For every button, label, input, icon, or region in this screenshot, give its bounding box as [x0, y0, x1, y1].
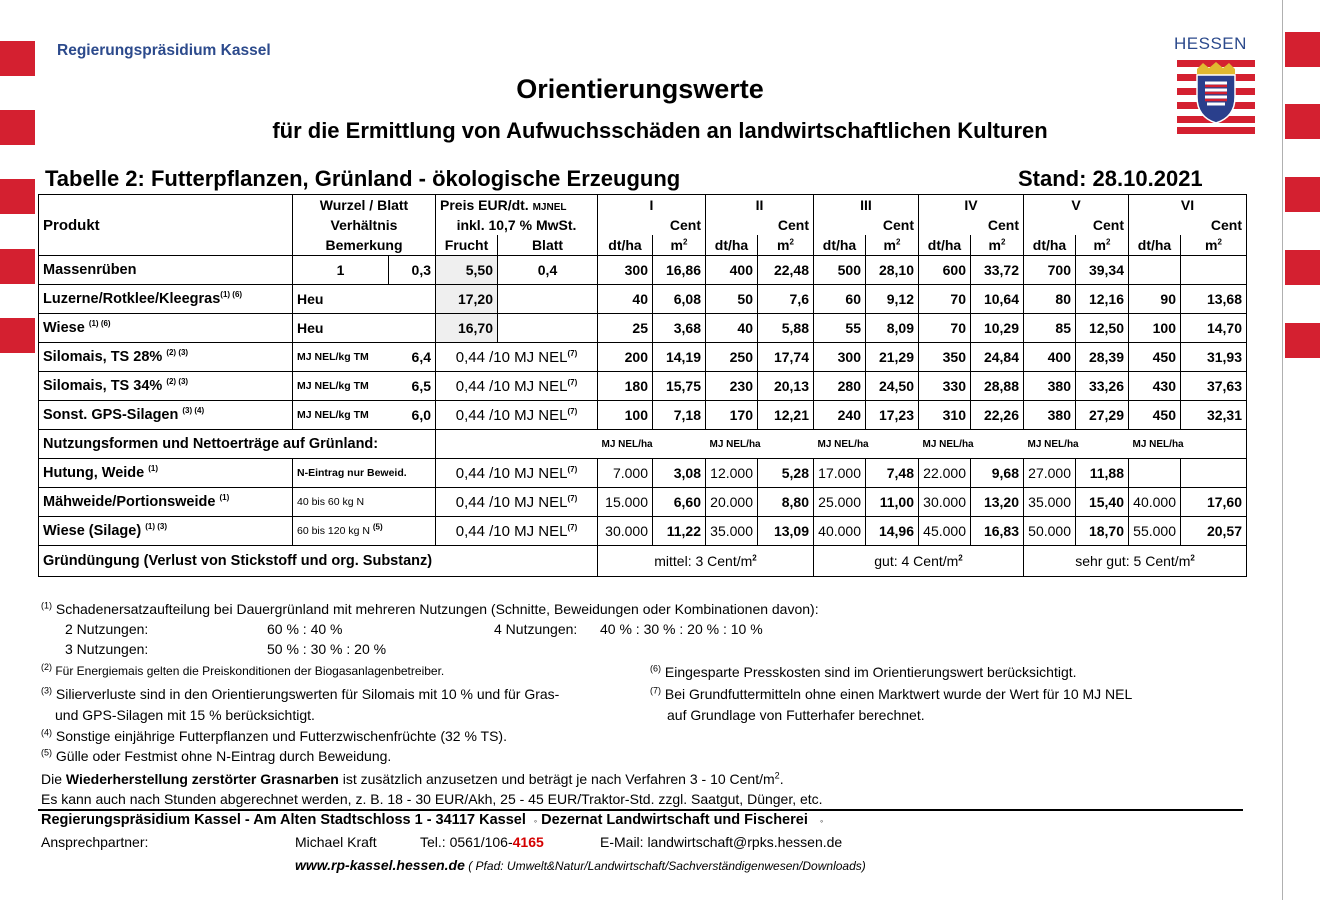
table-title: Tabelle 2: Futterpflanzen, Grünland - ökologische Erzeugung [45, 166, 681, 191]
header-m2: $m^2$ [1076, 235, 1129, 256]
value-cent: 12,21 [758, 401, 814, 430]
header-class-5: V [1024, 195, 1129, 216]
table-row [39, 488, 1247, 517]
header-cent: Cent [758, 215, 814, 235]
product-name: Hutung, Weide $^{(1)}$ [39, 459, 293, 488]
org-name: Regierungspräsidium Kassel [57, 42, 271, 59]
nutzungen-3-label: 3 Nutzungen: [65, 641, 149, 657]
value-yield: 100 [1129, 314, 1181, 343]
value-yield [1129, 256, 1181, 285]
value-cent: 7,18 [653, 401, 706, 430]
value-cent: 13,68 [1181, 285, 1247, 314]
unit-label: MJ NEL/ha [706, 430, 814, 459]
value-yield: 70 [919, 314, 971, 343]
decor-square [0, 179, 35, 214]
value-yield: 22.000 [919, 459, 971, 488]
header-class-2: II [706, 195, 814, 216]
contact-email[interactable]: E-Mail: landwirtschaft@rpks.hessen.de [600, 834, 843, 850]
remark: N-Eintrag nur Beweid. [293, 459, 436, 488]
remark: 60 bis 120 kg N $^{(5)}$ [293, 517, 436, 546]
value-cent: 9,12 [866, 285, 919, 314]
header-class-1: I [598, 195, 706, 216]
value-yield: 300 [814, 343, 866, 372]
value-yield: 330 [919, 372, 971, 401]
value-cent: 21,29 [866, 343, 919, 372]
header-class-3: III [814, 195, 919, 216]
value-cent: 24,84 [971, 343, 1024, 372]
product-name: Mähweide/Portionsweide $^{(1)}$ [39, 488, 293, 517]
table-row [39, 459, 1247, 488]
contact-address: Regierungspräsidium Kassel - Am Alten Stadtschloss 1 - 34117 Kassel ◦ Dezernat Landwirtschaft und Fischerei ◦ [41, 812, 824, 828]
value-cent: 14,70 [1181, 314, 1247, 343]
product-name: Silomais, TS 34% $^{(2) (3)}$ [39, 372, 293, 401]
price-frucht: 5,50 [436, 256, 498, 285]
value-cent: 17,60 [1181, 488, 1247, 517]
unit-label: MJ NEL/ha [814, 430, 919, 459]
value-yield: 55 [814, 314, 866, 343]
value-yield: 30.000 [919, 488, 971, 517]
contact-web: www.rp-kassel.hessen.de ( Pfad: Umwelt&Natur/Landwirtschaft/Sachverständigenwesen/Downloads) [295, 857, 866, 873]
contact-label: Ansprechpartner: [41, 834, 149, 850]
header-cent: Cent [1076, 215, 1129, 235]
orientation-values-table [38, 194, 1247, 577]
value-yield: 35.000 [706, 517, 758, 546]
value-cent: 22,26 [971, 401, 1024, 430]
value-yield: 430 [1129, 372, 1181, 401]
header-class-4: IV [919, 195, 1024, 216]
value-cent: 37,63 [1181, 372, 1247, 401]
section-row [39, 430, 1247, 459]
value-yield: 350 [919, 343, 971, 372]
header-m2: $m^2$ [653, 235, 706, 256]
value-yield: 450 [1129, 401, 1181, 430]
price-mjnel: 0,44 /10 MJ NEL$^{(7)}$ [436, 401, 598, 430]
product-name: Wiese (Silage) $^{(1) (3)}$ [39, 517, 293, 546]
value-yield: 17.000 [814, 459, 866, 488]
value-cent: 17,23 [866, 401, 919, 430]
product-name: Massenrüben [39, 256, 293, 285]
value-yield: 200 [598, 343, 653, 372]
header-mwst: inkl. 10,7 % MwSt. [436, 215, 598, 235]
price-blatt [498, 285, 598, 314]
header-dtha: dt/ha [1024, 235, 1076, 256]
value-yield: 100 [598, 401, 653, 430]
nutzung-header: Nutzungsformen und Nettoerträge auf Grünland: [39, 430, 436, 459]
decor-square [1285, 177, 1320, 212]
header-class-6: VI [1129, 195, 1247, 216]
remark: Heu [293, 285, 436, 314]
value-cent: 15,75 [653, 372, 706, 401]
value-cent: 28,39 [1076, 343, 1129, 372]
header-dtha: dt/ha [1129, 235, 1181, 256]
header-cent: Cent [1181, 215, 1247, 235]
value-yield: 180 [598, 372, 653, 401]
table-row [39, 285, 1247, 314]
product-name: Sonst. GPS-Silagen $^{(3) (4)}$ [39, 401, 293, 430]
value-cent: 10,64 [971, 285, 1024, 314]
value-cent: 7,6 [758, 285, 814, 314]
value-yield: 240 [814, 401, 866, 430]
value-yield: 80 [1024, 285, 1076, 314]
price-blatt [498, 314, 598, 343]
value-yield: 30.000 [598, 517, 653, 546]
value-cent: 28,10 [866, 256, 919, 285]
value-cent: 24,50 [866, 372, 919, 401]
value-yield: 25 [598, 314, 653, 343]
value-yield [1129, 459, 1181, 488]
value-cent: 6,08 [653, 285, 706, 314]
decor-square [1285, 250, 1320, 285]
value-cent: 6,60 [653, 488, 706, 517]
value-yield: 12.000 [706, 459, 758, 488]
header-produkt: Produkt [39, 195, 293, 256]
remark-value: 6,5 [389, 372, 436, 401]
value-yield: 500 [814, 256, 866, 285]
value-yield: 40 [598, 285, 653, 314]
price-mjnel: 0,44 /10 MJ NEL$^{(7)}$ [436, 343, 598, 372]
price-mjnel: 0,44 /10 MJ NEL$^{(7)}$ [436, 372, 598, 401]
footnote-1: $^{(1)}$ Schadenersatzaufteilung bei Dauergrünland mit mehreren Nutzungen (Schnitte, Beweidungen oder Kombinationen davon): [41, 600, 819, 617]
value-cent: 15,40 [1076, 488, 1129, 517]
value-yield: 40.000 [814, 517, 866, 546]
value-cent: 8,80 [758, 488, 814, 517]
page-subtitle: für die Ermittlung von Aufwuchsschäden an landwirtschaftlichen Kulturen [272, 118, 1048, 143]
value-cent: 9,68 [971, 459, 1024, 488]
value-cent: 33,26 [1076, 372, 1129, 401]
value-cent: 14,96 [866, 517, 919, 546]
header-blatt: Blatt [498, 235, 598, 256]
divider [38, 809, 1243, 811]
value-yield: 230 [706, 372, 758, 401]
value-yield: 400 [706, 256, 758, 285]
value-cent: 31,93 [1181, 343, 1247, 372]
value-cent: 12,50 [1076, 314, 1129, 343]
header-cent: Cent [971, 215, 1024, 235]
value-yield: 40 [706, 314, 758, 343]
footnote-3-cont: und GPS-Silagen mit 15 % berücksichtigt. [55, 707, 315, 723]
unit-label: MJ NEL/ha [1129, 430, 1247, 459]
footnote-7-cont: auf Grundlage von Futterhafer berechnet. [667, 707, 925, 723]
value-yield: 50.000 [1024, 517, 1076, 546]
product-name: Wiese $^{(1) (6)}$ [39, 314, 293, 343]
value-cent: 11,00 [866, 488, 919, 517]
nutzungen-4-label: 4 Nutzungen: [494, 621, 578, 637]
value-yield: 380 [1024, 401, 1076, 430]
header-cent: Cent [653, 215, 706, 235]
header-preis [436, 195, 598, 216]
price-frucht: 17,20 [436, 285, 498, 314]
value-yield: 85 [1024, 314, 1076, 343]
value-cent [1181, 459, 1247, 488]
value-cent: 16,83 [971, 517, 1024, 546]
header-row [39, 195, 1247, 216]
footnote-7: $^{(7)}$ Bei Grundfuttermitteln ohne einen Marktwert wurde der Wert für 10 MJ NEL [650, 685, 1133, 702]
remark-value: 6,0 [389, 401, 436, 430]
value-cent: 11,22 [653, 517, 706, 546]
header-dtha: dt/ha [598, 235, 653, 256]
ratio-blatt: 0,3 [389, 256, 436, 285]
price-mjnel: 0,44 /10 MJ NEL$^{(7)}$ [436, 517, 598, 546]
value-yield: 400 [1024, 343, 1076, 372]
decor-square [1285, 323, 1320, 358]
decor-square [1285, 32, 1320, 67]
remark: 40 bis 60 kg N [293, 488, 436, 517]
remark-value: 6,4 [389, 343, 436, 372]
value-cent: 10,29 [971, 314, 1024, 343]
value-cent: 33,72 [971, 256, 1024, 285]
header-m2: $m^2$ [866, 235, 919, 256]
value-yield: 70 [919, 285, 971, 314]
value-yield: 170 [706, 401, 758, 430]
footnote-2: $^{(2)}$ Für Energiemais gelten die Preiskonditionen der Biogasanlagenbetreiber. [41, 662, 445, 678]
unit-label: MJ NEL/ha [598, 430, 706, 459]
value-yield: 25.000 [814, 488, 866, 517]
footnote-3: $^{(3)}$ Silierverluste sind in den Orientierungswerten für Silomais mit 10 % und für Gras- [41, 685, 560, 702]
remark: MJ NEL/kg TM [293, 401, 389, 430]
table-row [39, 401, 1247, 430]
value-cent: 28,88 [971, 372, 1024, 401]
stand-date: Stand: 28.10.2021 [1018, 166, 1203, 191]
value-cent: 39,34 [1076, 256, 1129, 285]
value-yield: 7.000 [598, 459, 653, 488]
nutzungen-2-value: 60 % : 40 % [267, 621, 343, 637]
unit-label: MJ NEL/ha [919, 430, 1024, 459]
header-wurzel: Wurzel / Blatt [293, 195, 436, 216]
value-yield: 700 [1024, 256, 1076, 285]
unit-label: MJ NEL/ha [1024, 430, 1129, 459]
value-yield: 50 [706, 285, 758, 314]
value-cent: 5,88 [758, 314, 814, 343]
header-verhaeltnis: Verhältnis [293, 215, 436, 235]
price-frucht: 16,70 [436, 314, 498, 343]
header-m2: $m^2$ [1181, 235, 1247, 256]
gruenduengung-mittel: mittel: 3 Cent/$m^2$ [598, 546, 814, 577]
footnote-4: $^{(4)}$ Sonstige einjährige Futterpflanzen und Futterzwischenfrüchte (32 % TS). [41, 727, 507, 744]
table-row [39, 256, 1247, 285]
price-mjnel: 0,44 /10 MJ NEL$^{(7)}$ [436, 459, 598, 488]
hessen-logo-text: HESSEN [1174, 34, 1247, 53]
value-cent [1181, 256, 1247, 285]
gruenduengung-row [39, 546, 1247, 577]
value-cent: 13,20 [971, 488, 1024, 517]
price-blatt: 0,4 [498, 256, 598, 285]
value-cent: 20,13 [758, 372, 814, 401]
header-m2: $m^2$ [971, 235, 1024, 256]
header-m2: $m^2$ [758, 235, 814, 256]
value-yield: 15.000 [598, 488, 653, 517]
nutzungen-4-value: 40 % : 30 % : 20 % : 10 % [600, 621, 763, 637]
value-yield: 90 [1129, 285, 1181, 314]
value-cent: 3,08 [653, 459, 706, 488]
remark: Heu [293, 314, 436, 343]
page-title: Orientierungswerte [516, 74, 764, 104]
value-cent: 17,74 [758, 343, 814, 372]
decor-square [0, 249, 35, 284]
value-cent: 18,70 [1076, 517, 1129, 546]
stunden-note: Es kann auch nach Stunden abgerechnet werden, z. B. 18 - 30 EUR/Akh, 25 - 45 EUR/Traktor-Std. zzgl. Saatgut, Dünger, etc. [41, 791, 823, 807]
value-yield: 280 [814, 372, 866, 401]
value-yield: 35.000 [1024, 488, 1076, 517]
header-dtha: dt/ha [919, 235, 971, 256]
value-yield: 300 [598, 256, 653, 285]
product-name: Silomais, TS 28% $^{(2) (3)}$ [39, 343, 293, 372]
price-mjnel: 0,44 /10 MJ NEL$^{(7)}$ [436, 488, 598, 517]
nutzungen-3-value: 50 % : 30 % : 20 % [267, 641, 387, 657]
value-yield: 27.000 [1024, 459, 1076, 488]
contact-name: Michael Kraft [295, 834, 377, 850]
gruenduengung-sehr-gut: sehr gut: 5 Cent/$m^2$ [1024, 546, 1247, 577]
value-yield: 40.000 [1129, 488, 1181, 517]
wiederherstellung-note: Die Wiederherstellung zerstörter Grasnarben ist zusätzlich anzusetzen und beträgt je nach Verfahren 3 - 10 Cent/$m^2$. [41, 770, 784, 787]
value-yield: 380 [1024, 372, 1076, 401]
remark: MJ NEL/kg TM [293, 372, 389, 401]
header-preis-unit: MJNEL [532, 202, 567, 213]
value-cent: 8,09 [866, 314, 919, 343]
value-cent: 20,57 [1181, 517, 1247, 546]
value-yield: 310 [919, 401, 971, 430]
value-cent: 22,48 [758, 256, 814, 285]
value-cent: 14,19 [653, 343, 706, 372]
value-cent: 16,86 [653, 256, 706, 285]
value-cent: 3,68 [653, 314, 706, 343]
product-name: Luzerne/Rotklee/Kleegras$^{(1) (6)}$ [39, 285, 293, 314]
decor-square [0, 318, 35, 353]
value-yield: 45.000 [919, 517, 971, 546]
table-row [39, 343, 1247, 372]
website-link[interactable]: www.rp-kassel.hessen.de [295, 857, 465, 873]
nutzungen-2-label: 2 Nutzungen: [65, 621, 149, 637]
table-row [39, 314, 1247, 343]
header-frucht: Frucht [436, 235, 498, 256]
footnote-5: $^{(5)}$ Gülle oder Festmist ohne N-Eintrag durch Beweidung. [41, 747, 392, 764]
remark: MJ NEL/kg TM [293, 343, 389, 372]
table-row [39, 372, 1247, 401]
footnote-6: $^{(6)}$ Eingesparte Presskosten sind im Orientierungswert berücksichtigt. [650, 663, 1077, 680]
value-yield: 450 [1129, 343, 1181, 372]
gruenduengung-label: Gründüngung (Verlust von Stickstoff und org. Substanz) [39, 546, 598, 577]
value-cent: 32,31 [1181, 401, 1247, 430]
header-dtha: dt/ha [814, 235, 866, 256]
value-cent: 12,16 [1076, 285, 1129, 314]
value-cent: 7,48 [866, 459, 919, 488]
header-preis-label: Preis EUR/dt. [440, 197, 529, 213]
value-cent: 5,28 [758, 459, 814, 488]
value-yield: 60 [814, 285, 866, 314]
value-cent: 13,09 [758, 517, 814, 546]
value-yield: 55.000 [1129, 517, 1181, 546]
value-cent: 27,29 [1076, 401, 1129, 430]
table-row [39, 517, 1247, 546]
header-dtha: dt/ha [706, 235, 758, 256]
value-cent: 11,88 [1076, 459, 1129, 488]
contact-phone: Tel.: 0561/106-4165 [420, 834, 544, 850]
header-bemerkung: Bemerkung [293, 235, 436, 256]
gruenduengung-gut: gut: 4 Cent/$m^2$ [814, 546, 1024, 577]
decor-square [0, 41, 35, 76]
ratio-wurzel: 1 [293, 256, 389, 285]
value-yield: 600 [919, 256, 971, 285]
header-cent: Cent [866, 215, 919, 235]
value-yield: 250 [706, 343, 758, 372]
value-yield: 20.000 [706, 488, 758, 517]
